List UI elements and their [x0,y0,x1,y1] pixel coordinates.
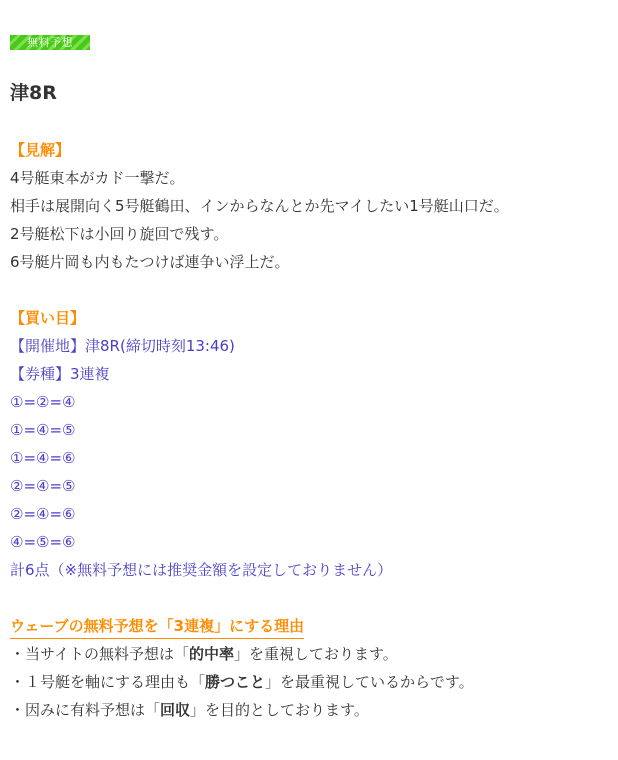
reason-item-pre: ・当サイトの無料予想は「 [10,645,189,663]
bets-venue: 【開催地】津8R(締切時刻13:46) [10,337,235,355]
opinion-heading: 【見解】 [10,141,71,159]
reason-item-pre: ・因みに有料予想は「 [10,701,161,719]
opinion-line: 6号艇片岡も内もたつけば連争い浮上だ。 [10,253,290,271]
free-prediction-badge: 無料予想 [10,35,90,50]
reason-title: ウェーブの無料予想を「3連複」にする理由 [10,614,304,639]
bets-total: 計6点（※無料予想には推奨金額を設定しておりません） [10,561,393,579]
reason-item-bold: 勝つこと [205,673,266,691]
reason-item [10,698,369,722]
reason-item-post: 」を目的としております。 [190,701,369,719]
reason-item [10,670,474,694]
reason-item-pre: ・１号艇を軸にする理由も「 [10,673,206,691]
opinion-line: 相手は展開向く5号艇鶴田、インからなんとか先マイしたい1号艇山口だ。 [10,197,509,215]
bets-heading: 【買い目】 [10,309,86,327]
reason-item-post: 」を重視しております。 [233,645,398,663]
bet-combination: ④=⑤=⑥ [10,533,76,551]
bet-combination: ②=④=⑥ [10,505,76,523]
reason-item [10,642,398,666]
race-title: 津8R [10,82,57,104]
opinion-line: 4号艇東本がカド一撃だ。 [10,169,185,187]
reason-item-bold: 的中率 [188,645,234,663]
bet-combination: ①=④=⑤ [10,421,76,439]
bet-combination: ②=④=⑤ [10,477,76,495]
reason-item-post: 」を最重視しているからです。 [265,673,474,691]
bet-combination: ①=④=⑥ [10,449,76,467]
bet-combination: ①=②=④ [10,393,76,411]
bets-type: 【券種】3連複 [10,365,110,383]
opinion-line: 2号艇松下は小回り旋回で残す。 [10,225,229,243]
reason-item-bold: 回収 [160,701,191,719]
